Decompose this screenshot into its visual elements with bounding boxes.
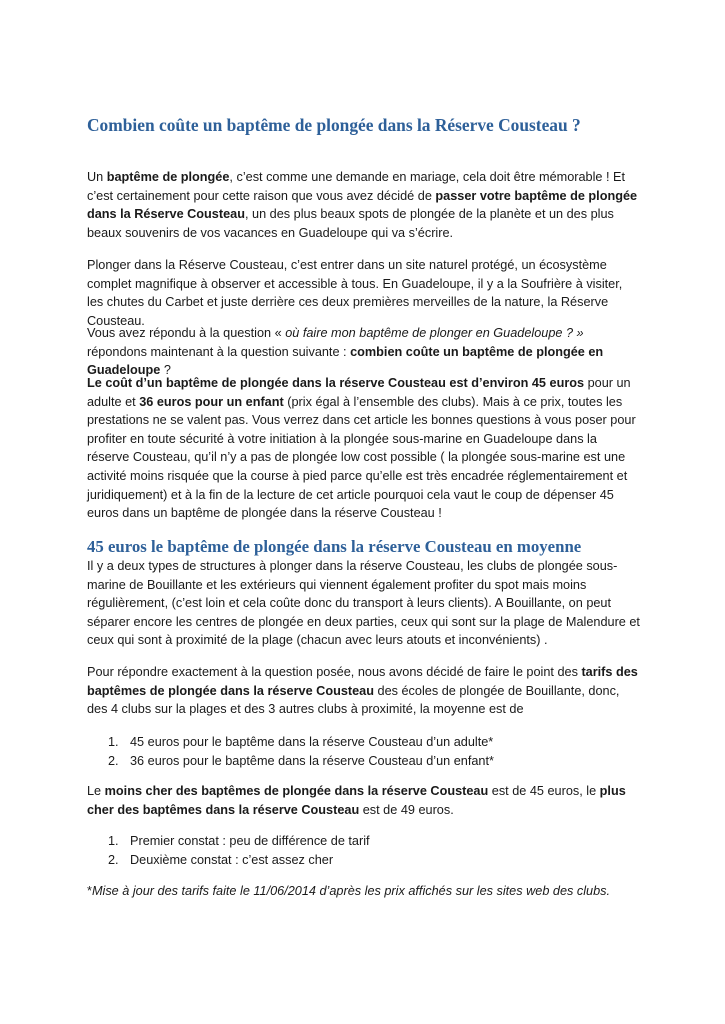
comparison-paragraph: Le moins cher des baptêmes de plongée dans la réserve Cousteau est de 45 euros, le plus cher des baptêmes dans la réserve Cousteau est de 49 euros. [87,784,626,817]
bold-text: 36 euros pour un enfant [139,394,284,409]
list-item [87,752,642,771]
list-item-text: Deuxième constat : c’est assez cher [130,852,334,867]
reserve-paragraph: Plonger dans la Réserve Cousteau, c’est entrer dans un site naturel protégé, un écosystème complet magnifique à observer et accessible à tous. En Guadeloupe, il y a la Soufrière à visiter, les chutes du Carbet et juste derrière ces deux premières merveilles de la nature, la Réserve Cousteau. [87,258,623,328]
list-number: 1. [108,834,119,848]
cost-paragraph: Le coût d’un baptême de plongée dans la réserve Cousteau est d’environ 45 euros pour un adulte et 36 euros pour un enfant (prix égal à l’ensemble des clubs). Mais à ce prix, toutes les prestations ne se valent pas. Vous verrez dans cet article les bonnes questions à vous poser pour profiter en toute sécurité à votre initiation à la plongée sous-marine en Guadeloupe dans la réserve Cousteau, qu’il n’y a pas de plongée low cost possible ( la plongée sous-marine est une activité moins risquée que la course à pied parce qu’elle est très encadrée réglementairement et juridiquement) et à la fin de la lecture de cet article pourquoi cela vaut le coup de dépenser 45 euros dans un baptême de plongée dans la réserve Cousteau ! [87,376,636,521]
bold-text: Le coût d’un baptême de plongée dans la réserve Cousteau est d’environ 45 euros [87,376,585,390]
intro-paragraph: Un baptême de plongée, c’est comme une demande en mariage, cela doit être mémorable ! Et c’est certainement pour cette raison que vous avez décidé de passer votre baptême de plongée dans la Réserve Cousteau, un des plus beaux spots de plongée de la planète et un des plus beaux souvenirs de vos vacances en Guadeloupe qui va s’écrire. [87,170,638,240]
italic-text: Mise à jour des tarifs faite le 11/06/2014 d’après les prix affichés sur les sites web des clubs. [91,884,611,898]
list-number: 2. [108,852,119,867]
page-title: Combien coûte un baptême de plongée dans la Réserve Cousteau ? [87,115,581,135]
list-item [87,851,642,870]
bold-text: moins cher des baptêmes de plongée dans la réserve Cousteau [104,784,489,798]
question-paragraph: Vous avez répondu à la question « où faire mon baptême de plonger en Guadeloupe ? » répondons maintenant à la question suivante : combien coûte un baptême de plongée en Guadeloupe ? [87,326,604,378]
bold-text: combien coûte un baptême de plongée en Guadeloupe [87,344,604,378]
findings-list [87,832,642,869]
structures-paragraph: Il y a deux types de structures à plonger dans la réserve Cousteau, les clubs de plongée sous-marine de Bouillante et les extérieurs qui viennent également profiter du spot mais moins régulièrement, (c’est loin et cela coûte donc du transport à leurs clients). A Bouillante, on peut séparer encore les centres de plongée en deux parties, ceux qui sont sur la plage de Malendure et ceux qui sont à proximité de la plage (chacun avec leurs atouts et inconvénients) . [87,559,640,648]
section-heading: 45 euros le baptême de plongée dans la réserve Cousteau en moyenne [87,537,582,556]
list-item-text: 45 euros pour le baptême dans la réserve Cousteau d’un adulte* [130,735,494,749]
bold-text: plus cher des baptêmes dans la réserve Cousteau [87,784,626,817]
list-item-text: Premier constat : peu de différence de tarif [130,834,370,848]
list-item-text: 36 euros pour le baptême dans la réserve Cousteau d’un enfant* [130,753,494,768]
bold-text: baptême de plongée [106,170,230,184]
bold-text: tarifs des baptêmes de plongée dans la réserve Cousteau [87,665,638,698]
italic-text: où faire mon baptême de plonger en Guadeloupe ? » [285,326,584,340]
tarifs-paragraph: Pour répondre exactement à la question posée, nous avons décidé de faire le point des tarifs des baptêmes de plongée dans la réserve Cousteau des écoles de plongée de Bouillante, donc, des 4 clubs sur la plages et des 3 autres clubs à proximité, la moyenne est de [87,665,638,717]
update-note: *Mise à jour des tarifs faite le 11/06/2014 d’après les prix affichés sur les sites web des clubs. [87,884,611,898]
list-item [87,733,642,752]
list-item [87,832,642,851]
price-list [87,733,642,770]
bold-text: passer votre baptême de plongée dans la Réserve Cousteau [87,188,638,222]
list-number: 1. [108,735,119,749]
list-number: 2. [108,753,119,768]
